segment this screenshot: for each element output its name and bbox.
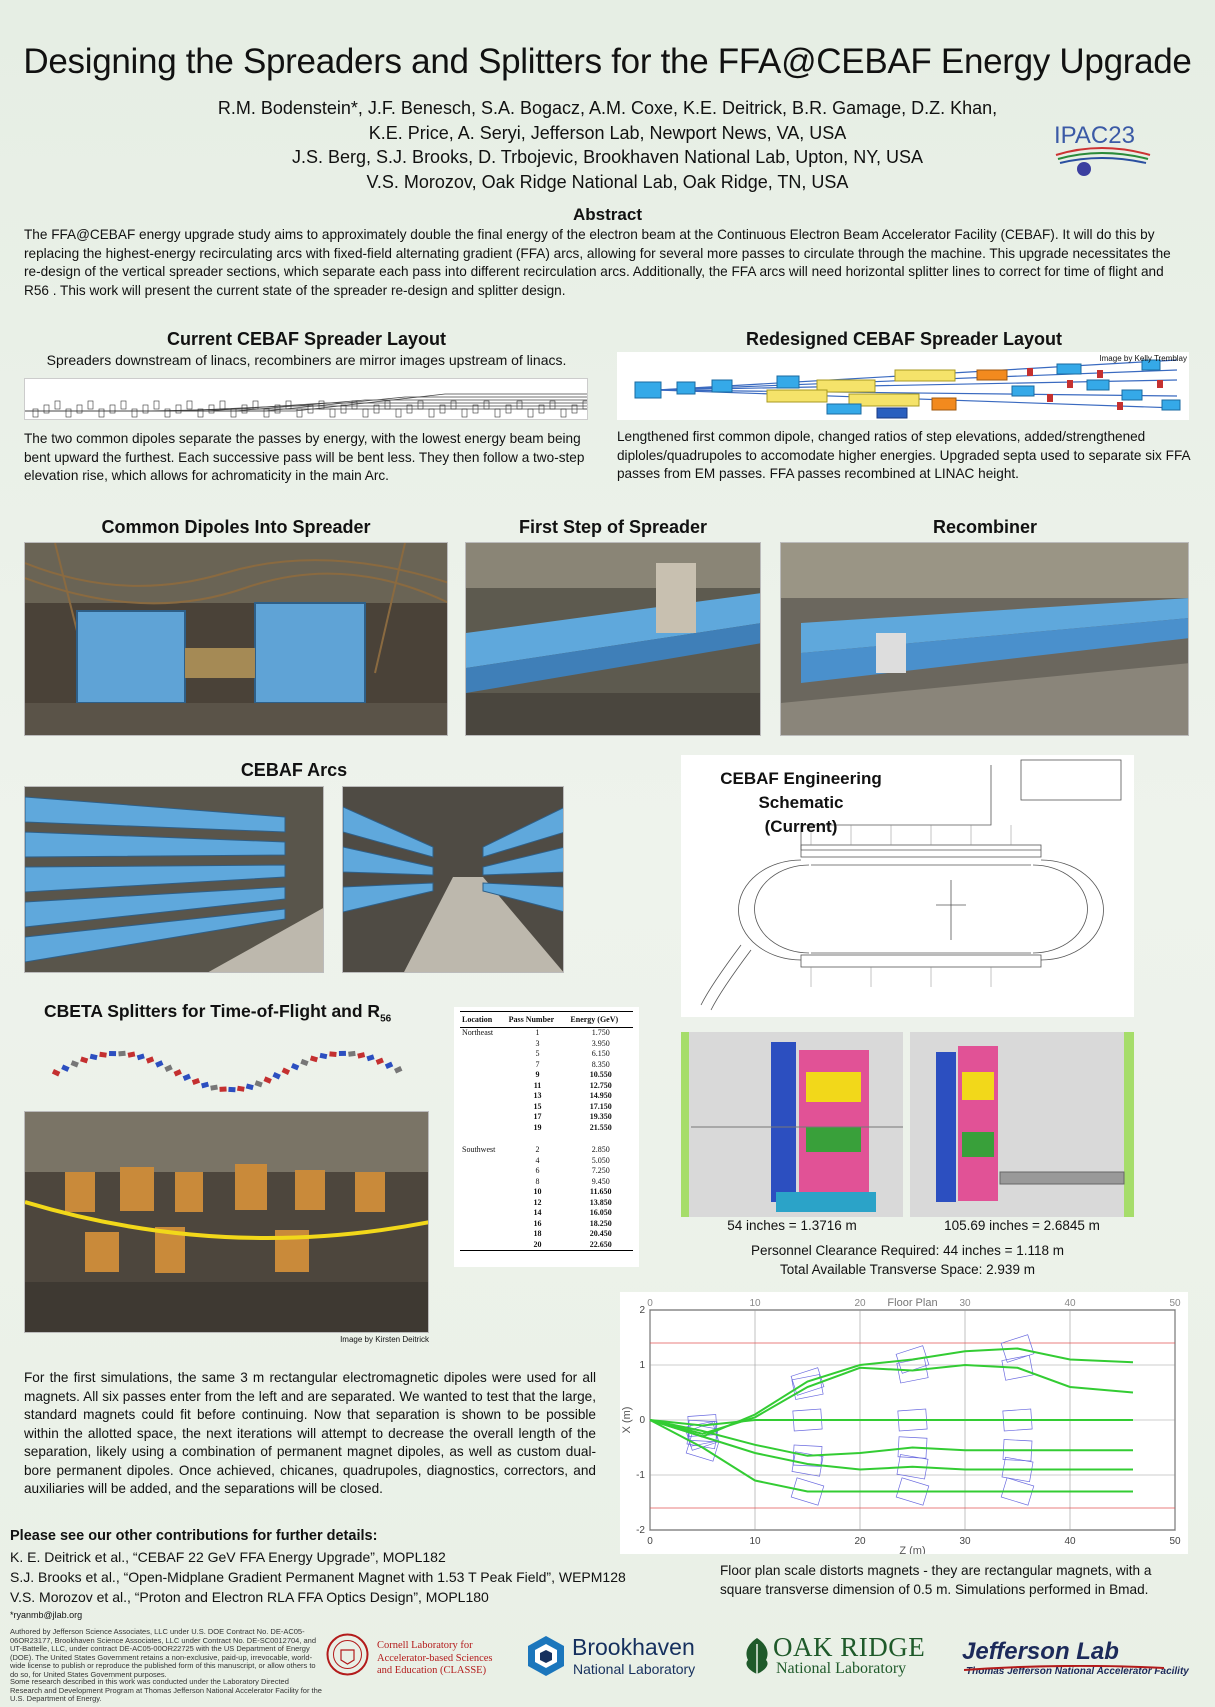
location-cell (460, 1166, 507, 1177)
energy-cell: 22.650 (568, 1240, 633, 1251)
pass-cell: 2 (535, 1145, 540, 1154)
author-line: J.S. Berg, S.J. Brooks, D. Trbojevic, Brookhaven National Lab, Upton, NY, USA (292, 147, 923, 167)
location-cell (460, 1039, 507, 1050)
pass-cell: 17 (533, 1112, 542, 1121)
y-axis-label: X (m) (621, 1406, 633, 1434)
table-row (460, 1219, 633, 1230)
cornell-logo (377, 1640, 493, 1678)
table-row (460, 1081, 633, 1092)
oakridge-name: OAK RIDGE (773, 1632, 926, 1662)
table-row (460, 1208, 633, 1219)
contribution-item: S.J. Brooks et al., “Open-Midplane Gradient Permanent Magnet with 1.53 T Peak Field”, WEPM128 (10, 1569, 626, 1585)
location-cell (460, 1091, 507, 1102)
location-cell (460, 1187, 507, 1198)
location-cell (460, 1219, 507, 1230)
pass-cell: 6 (535, 1166, 540, 1175)
location-cell (460, 1208, 507, 1219)
energy-cell: 1.750 (591, 1028, 610, 1037)
common-dipoles-photo (24, 542, 448, 736)
energy-cell: 5.050 (591, 1155, 610, 1165)
schematic-heading-line: (Current) (764, 817, 838, 836)
current-layout-heading: Current CEBAF Spreader Layout (166, 329, 447, 349)
y-tick-label: 1 (639, 1360, 645, 1371)
pass-cell: 5 (535, 1049, 540, 1058)
abstract-heading: Abstract (573, 205, 642, 224)
energy-cell: 14.950 (589, 1091, 612, 1100)
location-cell (460, 1156, 507, 1167)
x-tick-label-top: 20 (854, 1298, 866, 1309)
pass-cell: 20 (507, 1240, 569, 1251)
table-row (460, 1028, 633, 1039)
energy-cell: 13.850 (589, 1197, 612, 1207)
location-cell (460, 1102, 507, 1113)
energy-cell: 7.250 (591, 1166, 610, 1175)
table-header: Energy (GeV) (568, 1012, 633, 1028)
cbeta-heading-subscript: 56 (380, 1013, 392, 1025)
clearance-text: Personnel Clearance Required: 44 inches = 1.118 m (750, 1243, 1065, 1258)
energy-cell: 16.050 (589, 1208, 612, 1217)
table-row (460, 1166, 633, 1177)
first-step-photo (465, 542, 761, 736)
location-cell (460, 1240, 507, 1251)
author-line: R.M. Bodenstein*, J.F. Benesch, S.A. Bogacz, A.M. Coxe, K.E. Deitrick, B.R. Gamage, D.Z. Khan, (217, 98, 998, 118)
first-step-heading: First Step of Spreader (518, 517, 708, 537)
y-tick-label: -2 (636, 1525, 645, 1536)
pass-cell: 13 (533, 1091, 542, 1100)
jlab-subname: Thomas Jefferson National Accelerator Facility (966, 1666, 1189, 1677)
location-cell: Northeast (462, 1028, 494, 1037)
x-tick-label: 30 (959, 1536, 971, 1547)
current-layout-drawing (24, 378, 588, 420)
contribution-item: K. E. Deitrick et al., “CEBAF 22 GeV FFA Energy Upgrade”, MOPL182 (10, 1549, 446, 1565)
table-row (460, 1039, 633, 1050)
location-cell (460, 1070, 507, 1081)
pass-cell: 1 (535, 1028, 540, 1037)
table-row (460, 1060, 633, 1071)
arcs-photo-left (24, 786, 324, 973)
table-row (460, 1240, 633, 1251)
location-cell (460, 1112, 507, 1123)
x-tick-label: 10 (749, 1536, 761, 1547)
transverse-right-label: 105.69 inches = 2.6845 m (944, 1218, 1100, 1233)
brookhaven-icon (525, 1634, 567, 1678)
location-cell (460, 1177, 507, 1188)
floor-plan-caption: Floor plan scale distorts magnets - they are rectangular magnets, with a square transverse dimension of 0.5 m. Simulations performed in Bmad. (720, 1563, 1152, 1597)
arcs-heading: CEBAF Arcs (240, 760, 348, 780)
pass-cell: 7 (535, 1059, 540, 1069)
current-layout-subheading: Spreaders downstream of linacs, recombiners are mirror images upstream of linacs. (46, 352, 567, 368)
energy-cell: 20.450 (589, 1229, 612, 1238)
x-tick-label-top: 10 (749, 1298, 761, 1309)
location-cell: Southwest (462, 1145, 496, 1154)
pass-energy-table (454, 1007, 639, 1267)
cbeta-photo (24, 1111, 429, 1333)
brookhaven-name: Brookhaven (572, 1634, 695, 1660)
pass-cell: 18 (533, 1229, 542, 1238)
pass-cell: 11 (533, 1080, 542, 1090)
table-row (460, 1156, 633, 1167)
transverse-render-left (681, 1032, 903, 1217)
table-row (460, 1229, 633, 1240)
y-tick-label: 0 (639, 1415, 645, 1426)
schematic-heading (701, 767, 901, 839)
oak-leaf-icon (740, 1636, 774, 1676)
energy-cell: 17.150 (589, 1101, 612, 1111)
x-tick-label: 0 (647, 1536, 653, 1547)
table-row (460, 1177, 633, 1188)
footnote-email: *ryanmb@jlab.org (10, 1610, 83, 1620)
x-tick-label-top: 40 (1064, 1298, 1076, 1309)
y-tick-label: -1 (636, 1470, 645, 1481)
cbeta-magnet-lattice (44, 1030, 414, 1100)
table-row (460, 1187, 633, 1198)
energy-cell: 18.250 (589, 1218, 612, 1228)
x-tick-label: 20 (854, 1536, 866, 1547)
location-cell (460, 1229, 507, 1240)
energy-cell: 19.350 (589, 1112, 612, 1121)
x-tick-label: 40 (1064, 1536, 1076, 1547)
brookhaven-subname: National Laboratory (573, 1661, 696, 1677)
pass-cell: 8 (535, 1176, 540, 1186)
energy-cell: 10.550 (589, 1070, 612, 1079)
abstract-text: The FFA@CEBAF energy upgrade study aims to approximately double the final energy of the electron beam at the Continuous Electron Beam Accelerator Facility (CEBAF). It will do this by replacing the highest-energy recirculating arcs with fixed-field alternating gradient (FFA) arcs, allowing for several more passes to circulate through the machine. This upgrade necessitates the re-design of the vertical spreader sections, which separate each pass into different recirculation arcs. Additionally, the FFA arcs will need horizontal splitter lines to correct for time of flight and R56 . This work will present the current state of the spreader re-design and splitter design. (24, 227, 1171, 298)
x-tick-label-top: 50 (1169, 1298, 1181, 1309)
table-row (460, 1198, 633, 1209)
x-tick-label: 50 (1169, 1536, 1181, 1547)
ipac-logo (1046, 115, 1176, 185)
table-header: Location (460, 1012, 507, 1028)
redesign-credit: Image by Kelly Tremblay (1099, 354, 1187, 363)
common-dipoles-heading: Common Dipoles Into Spreader (101, 517, 371, 537)
current-layout-text: The two common dipoles separate the passes by energy, with the lowest energy beam being bent upward the furthest. Each successive pass will be bent less. They then follow a two-step elevation rise, which allows for achromaticity in the main Arc. (24, 431, 585, 483)
table-row (460, 1102, 633, 1113)
author-line: K.E. Price, A. Seryi, Jefferson Lab, Newport News, VA, USA (368, 122, 847, 143)
energy-cell: 11.650 (589, 1187, 612, 1196)
location-cell (460, 1081, 507, 1092)
cornell-seal (325, 1632, 370, 1677)
energy-cell: 8.350 (591, 1059, 610, 1069)
jlab-swoosh (964, 1658, 1164, 1664)
redesigned-layout-heading: Redesigned CEBAF Spreader Layout (745, 329, 1063, 349)
pass-cell: 19 (533, 1122, 542, 1132)
redesigned-layout-render (617, 352, 1189, 420)
recombiner-heading: Recombiner (932, 517, 1038, 537)
location-cell (460, 1049, 507, 1060)
table-row (460, 1049, 633, 1060)
contributions-list (10, 1547, 626, 1607)
pass-cell: 16 (533, 1218, 542, 1228)
table-row (460, 1091, 633, 1102)
table-header: Pass Number (507, 1012, 569, 1028)
pass-cell: 9 (535, 1070, 540, 1079)
y-tick-label: 2 (639, 1305, 645, 1316)
transverse-render-right (910, 1032, 1134, 1217)
cornell-logo-line: and Education (CLASSE) (377, 1665, 487, 1676)
energy-cell: 6.150 (591, 1049, 610, 1058)
contribution-item: V.S. Morozov et al., “Proton and Electron RLA FFA Optics Design”, MOPL180 (10, 1589, 489, 1605)
table-row (460, 1145, 633, 1156)
arcs-photo-right (342, 786, 564, 973)
poster-title: Designing the Spreaders and Splitters for the FFA@CEBAF Energy Upgrade (23, 42, 1192, 81)
author-line: V.S. Morozov, Oak Ridge National Lab, Oak Ridge, TN, USA (366, 171, 849, 192)
oakridge-subname: National Laboratory (776, 1660, 907, 1677)
x-axis-label: Z (m) (899, 1545, 926, 1554)
x-tick-label-top: 30 (959, 1298, 971, 1309)
available-space-text: Total Available Transverse Space: 2.939 m (780, 1262, 1035, 1277)
table-row (460, 1123, 633, 1134)
recombiner-photo (780, 542, 1189, 736)
transverse-left-label: 54 inches = 1.3716 m (727, 1218, 857, 1233)
cbeta-credit: Image by Kirsten Deitrick (340, 1335, 429, 1344)
energy-cell: 12.750 (589, 1080, 612, 1090)
pass-cell: 4 (535, 1155, 540, 1165)
location-cell (460, 1060, 507, 1071)
location-cell (460, 1123, 507, 1134)
location-cell (460, 1198, 507, 1209)
schematic-heading-line: CEBAF Engineering Schematic (720, 769, 882, 812)
pass-cell: 12 (533, 1197, 542, 1207)
cornell-logo-line: Accelerator-based Sciences (377, 1652, 493, 1664)
cbeta-heading (44, 1001, 391, 1025)
fine-print: Authored by Jefferson Science Associates, LLC under U.S. DOE Contract No. DE-AC05-06OR23177, Brookhaven Science Associates, LLC under Contract No. DE-SC0012704, and UT-Battelle, LLC, under contract DE-AC05-00OR22725 with the US Department of Energy (DOE). The United States Government retains a non-exclusive, paid-up, irrevocable, world-wide license to publish or reproduce the published form of this manuscript, or allow others to do so, for United States Government purposes. (10, 1627, 317, 1679)
jlab-name: Jefferson Lab (962, 1638, 1119, 1665)
simulation-text: For the first simulations, the same 3 m rectangular electromagnetic dipoles were used for all magnets. All six passes enter from the left and are separated. We wanted to test that the large, standard magnets could fit before continuing. Now that separation is shown to be possible within the allotted space, the next iterations will attempt to decrease the overall length of the separation, likely using a combination of permanent magnet dipoles, as well as custom dual-bore permanent dipoles. Once achieved, chicanes, quadrupoles, diagnostics, correctors, and auxiliaries will be added, and the separations will be closed. (24, 1370, 596, 1496)
energy-cell: 9.450 (591, 1176, 610, 1186)
fine-print-ldrd: Some research described in this work was conducted under the Laboratory Directed Research and Development Program at Thomas Jefferson National Accelerator Facility for the U.S. Department of Energy. (10, 1677, 322, 1704)
pass-cell: 10 (533, 1187, 542, 1196)
table-row (460, 1070, 633, 1081)
cbeta-heading-text: CBETA Splitters for Time-of-Flight and R (44, 1001, 381, 1021)
energy-cell: 21.550 (589, 1122, 612, 1132)
ipac-logo-text: IPAC23 (1054, 122, 1135, 149)
redesigned-layout-text: Lengthened first common dipole, changed ratios of step elevations, added/strengthened diploles/quadrupoles to accomodate higher energies. Upgraded septa used to separate six FFA passes from EM passes. FFA passes recombined at LINAC height. (617, 429, 1190, 481)
chart-title: Floor Plan (887, 1297, 938, 1309)
pass-cell: 14 (533, 1208, 542, 1217)
author-list (150, 96, 1065, 194)
cornell-logo-line: Cornell Laboratory for (377, 1640, 473, 1651)
pass-cell: 15 (533, 1101, 542, 1111)
table-row (460, 1112, 633, 1123)
table-spacer (460, 1133, 633, 1145)
x-tick-label-top: 0 (647, 1298, 653, 1309)
floor-plan-chart (620, 1292, 1188, 1554)
contributions-heading: Please see our other contributions for further details: (10, 1528, 378, 1544)
energy-cell: 3.950 (591, 1038, 610, 1048)
pass-cell: 3 (535, 1038, 540, 1048)
energy-cell: 2.850 (591, 1145, 610, 1154)
engineering-schematic (681, 755, 1134, 1017)
